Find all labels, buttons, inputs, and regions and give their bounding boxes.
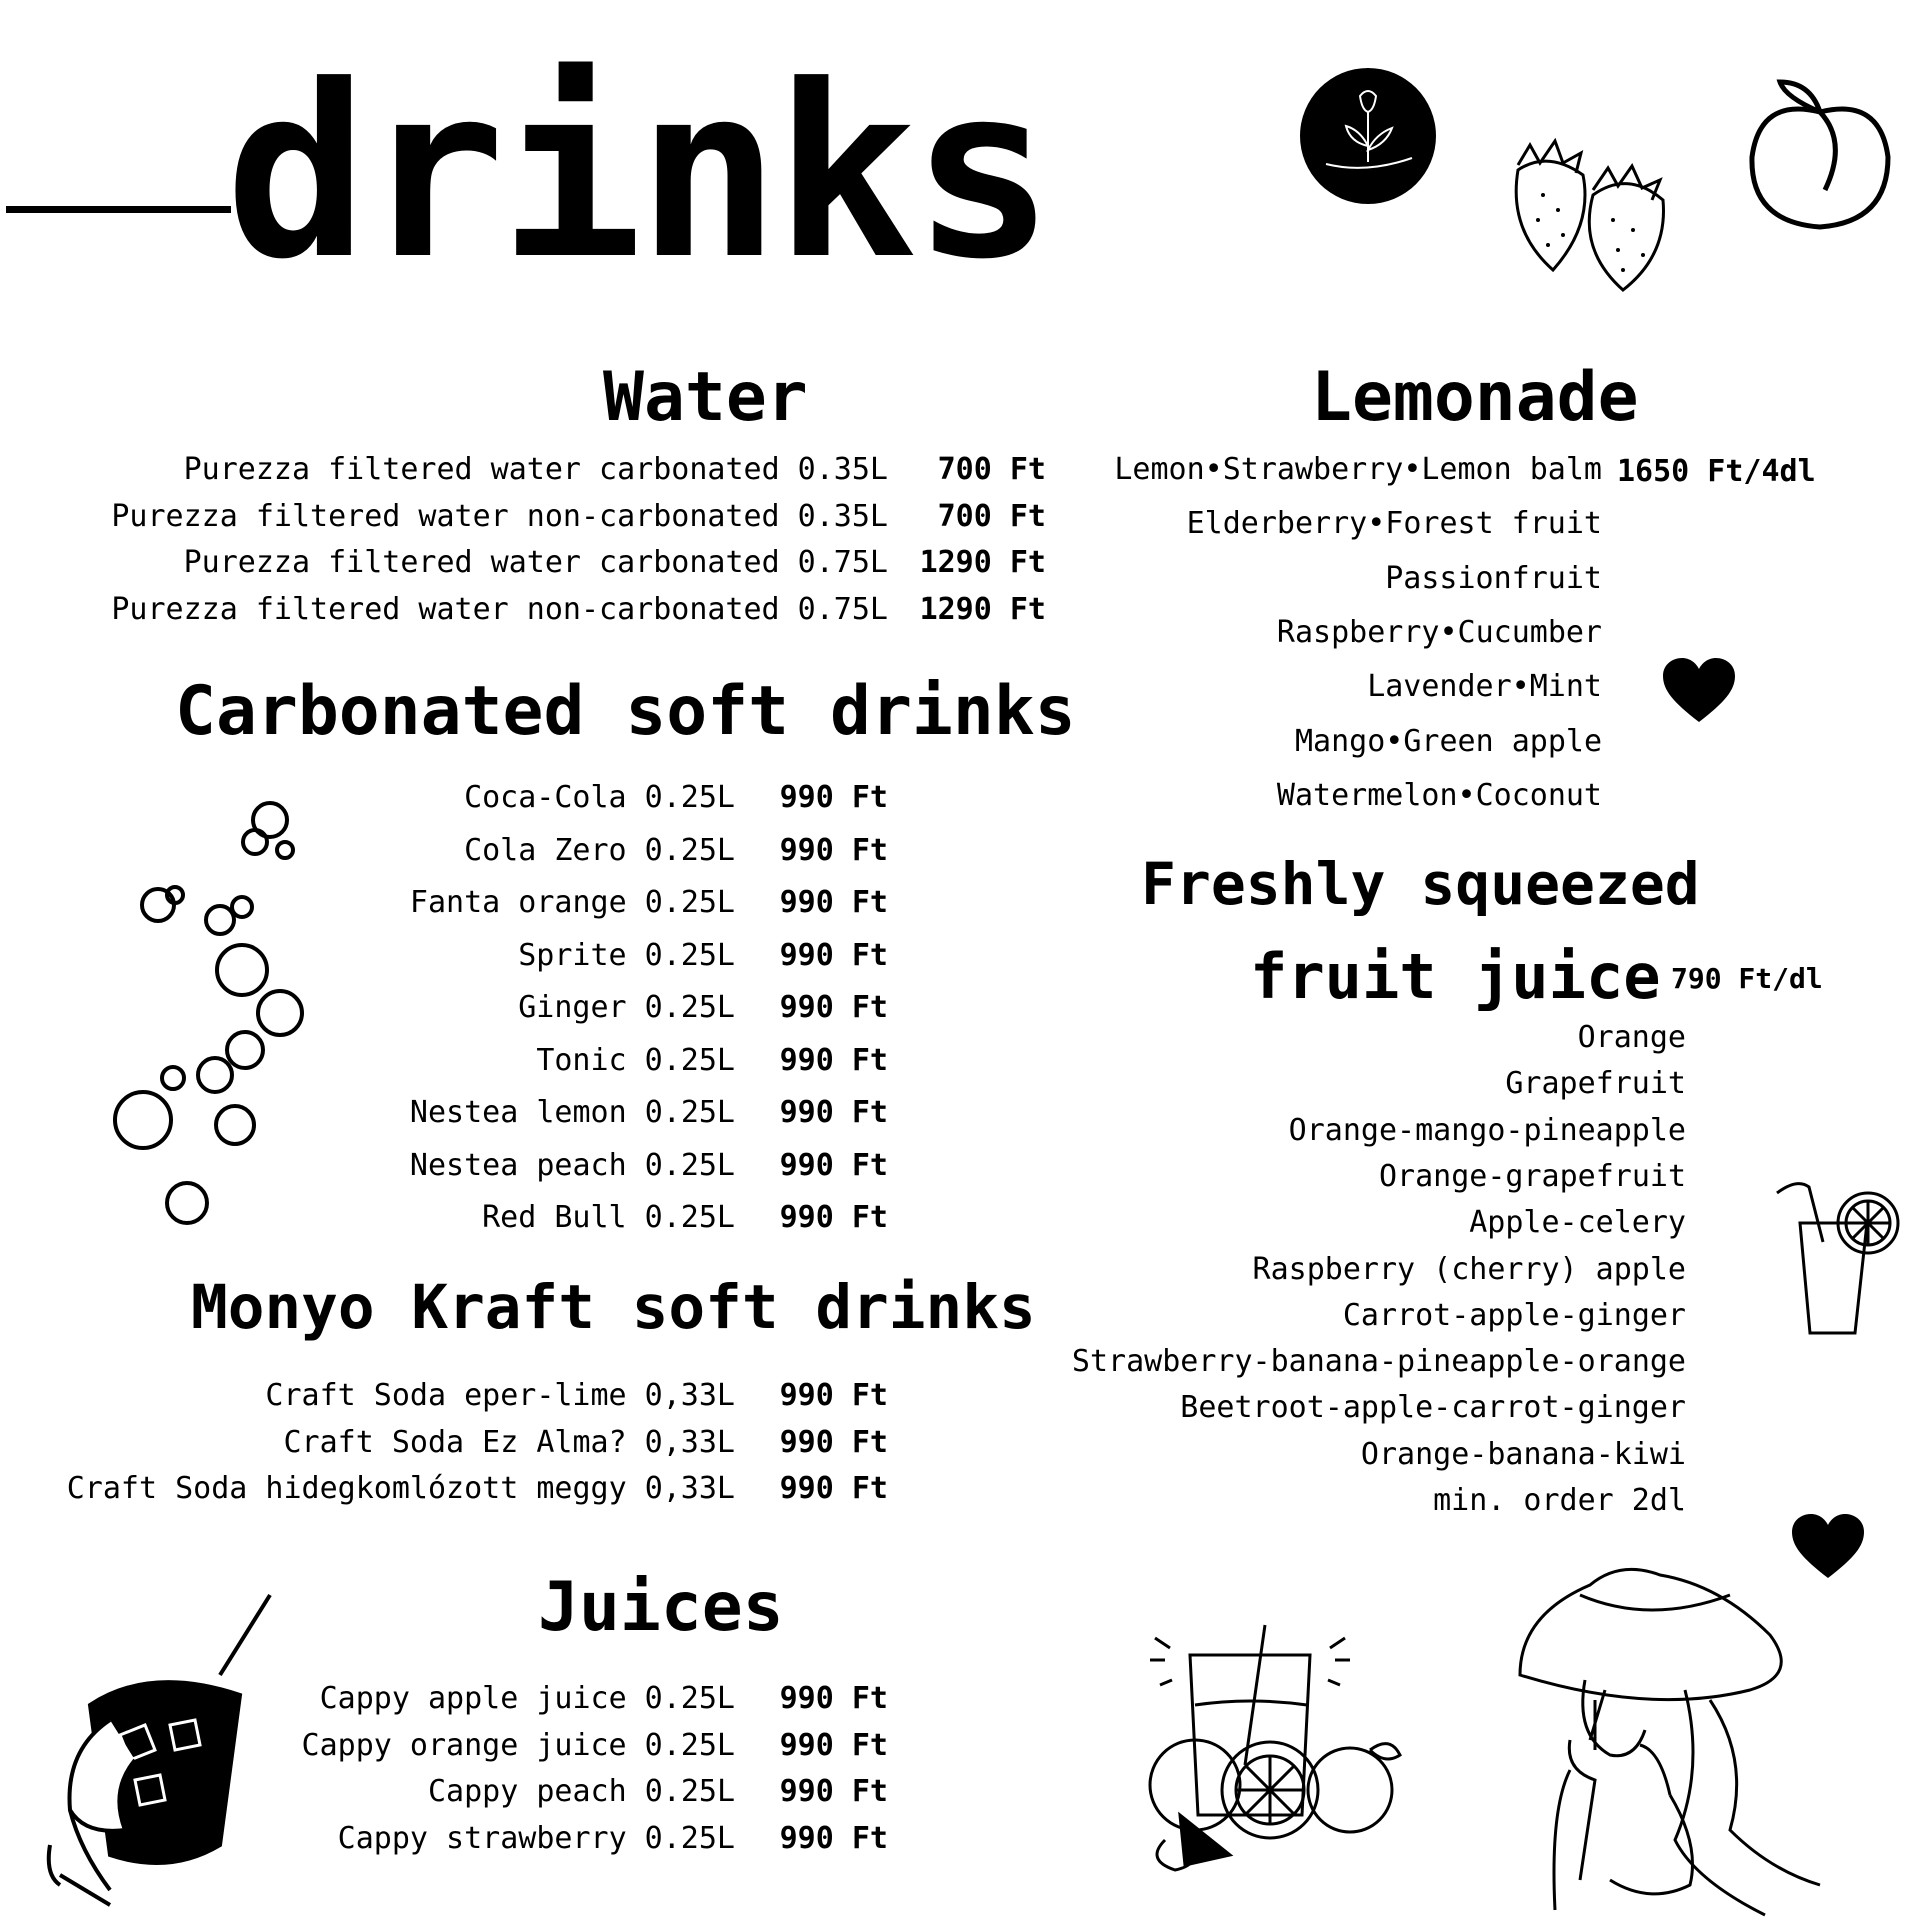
- fresh-item: Strawberry-banana-pineapple-orange: [1071, 1344, 1686, 1380]
- juices-item-name: Cappy orange juice 0.25L: [301, 1727, 735, 1763]
- fresh-price: 790 Ft/dl: [1671, 962, 1823, 995]
- fresh-item: Beetroot-apple-carrot-ginger: [1180, 1390, 1686, 1426]
- strawberries-icon: [1498, 135, 1683, 295]
- lemonade-item: Lavender•Mint: [1367, 669, 1602, 705]
- lemonade-item: Watermelon•Coconut: [1276, 777, 1602, 813]
- juices-heading: Juices: [538, 1568, 784, 1647]
- fresh-item: Orange-banana-kiwi: [1360, 1436, 1686, 1472]
- fresh-item: Raspberry (cherry) apple: [1252, 1251, 1686, 1287]
- carbonated-item-name: Red Bull 0.25L: [482, 1200, 735, 1235]
- carbonated-item-name: Coca-Cola 0.25L: [464, 780, 735, 815]
- carbonated-item-name: Sprite 0.25L: [518, 937, 735, 973]
- carbonated-item-price: 990 Ft: [779, 1147, 888, 1183]
- lemonade-heading: Lemonade: [1311, 358, 1639, 437]
- lemonade-item: Passionfruit: [1385, 560, 1602, 596]
- iced-drink-hand-icon: [40, 1585, 280, 1915]
- lemonade-item: Mango•Green apple: [1294, 723, 1602, 759]
- carbonated-item-name: Tonic 0.25L: [536, 1042, 735, 1078]
- water-item-name: Purezza filtered water carbonated 0.75L: [183, 545, 888, 580]
- tulip-logo-icon: [1298, 66, 1438, 206]
- carbonated-item-price: 990 Ft: [779, 990, 888, 1025]
- lemonade-item: Elderberry•Forest fruit: [1186, 506, 1602, 542]
- fresh-item: Orange: [1577, 1020, 1686, 1055]
- monyo-item-price: 990 Ft: [779, 1424, 888, 1460]
- carbonated-item-price: 990 Ft: [779, 780, 888, 815]
- juices-item-price: 990 Ft: [779, 1727, 888, 1763]
- monyo-item-price: 990 Ft: [779, 1471, 888, 1506]
- carbonated-item-name: Ginger 0.25L: [518, 990, 735, 1025]
- water-item-price: 1290 Ft: [919, 545, 1046, 580]
- page-title: drinks: [225, 35, 1049, 312]
- monyo-item-name: Craft Soda eper-lime 0,33L: [265, 1378, 735, 1413]
- water-item-price: 1290 Ft: [919, 591, 1046, 627]
- carbonated-item-price: 990 Ft: [779, 1042, 888, 1078]
- carbonated-item-name: Fanta orange 0.25L: [409, 885, 735, 920]
- juices-item-name: Cappy apple juice 0.25L: [319, 1681, 735, 1716]
- juices-item-price: 990 Ft: [779, 1820, 888, 1856]
- juices-item-price: 990 Ft: [779, 1681, 888, 1716]
- water-item-name: Purezza filtered water non-carbonated 0.35L: [111, 498, 888, 534]
- carbonated-item-name: Nestea lemon 0.25L: [409, 1095, 735, 1130]
- carbonated-heading: Carbonated soft drinks: [175, 672, 1076, 751]
- title-rule: [6, 206, 231, 213]
- fresh-item: Carrot-apple-ginger: [1342, 1297, 1686, 1333]
- lemonade-item: Lemon•Strawberry•Lemon balm: [1114, 452, 1602, 487]
- carbonated-item-price: 990 Ft: [779, 885, 888, 920]
- heart-icon: [1663, 658, 1735, 724]
- bubbles-icon: [100, 795, 310, 1235]
- woman-drinking-icon: [1510, 1560, 1840, 1920]
- orange-juice-icon: [1125, 1620, 1405, 1870]
- carbonated-item-name: Cola Zero 0.25L: [464, 832, 735, 868]
- juices-item-name: Cappy peach 0.25L: [427, 1774, 735, 1809]
- fresh-heading-line1: Freshly squeezed: [1141, 850, 1700, 918]
- monyo-item-name: Craft Soda Ez Alma? 0,33L: [283, 1424, 735, 1460]
- fresh-item: Apple-celery: [1469, 1205, 1686, 1241]
- water-item-name: Purezza filtered water carbonated 0.35L: [183, 452, 888, 487]
- lemonade-price: 1650 Ft/4dl: [1617, 454, 1816, 489]
- water-item-price: 700 Ft: [937, 498, 1046, 534]
- monyo-item-price: 990 Ft: [779, 1378, 888, 1413]
- water-heading: Water: [603, 358, 808, 437]
- fresh-item: Orange-mango-pineapple: [1288, 1112, 1686, 1148]
- carbonated-item-price: 990 Ft: [779, 832, 888, 868]
- peach-icon: [1745, 80, 1895, 230]
- juices-item-price: 990 Ft: [779, 1774, 888, 1809]
- fresh-item: min. order 2dl: [1433, 1483, 1686, 1518]
- lemonade-item: Raspberry•Cucumber: [1276, 614, 1602, 650]
- carbonated-item-name: Nestea peach 0.25L: [409, 1147, 735, 1183]
- fresh-item: Grapefruit: [1505, 1066, 1686, 1102]
- fresh-item: Orange-grapefruit: [1378, 1158, 1686, 1194]
- carbonated-item-price: 990 Ft: [779, 937, 888, 973]
- carbonated-item-price: 990 Ft: [779, 1095, 888, 1130]
- juices-item-name: Cappy strawberry 0.25L: [337, 1820, 735, 1856]
- carbonated-item-price: 990 Ft: [779, 1200, 888, 1235]
- water-item-price: 700 Ft: [937, 452, 1046, 487]
- water-item-name: Purezza filtered water non-carbonated 0.75L: [111, 591, 888, 627]
- fresh-heading-line2: fruit juice: [1250, 940, 1661, 1013]
- juice-glass-lemon-icon: [1775, 1178, 1905, 1338]
- monyo-heading: Monyo Kraft soft drinks: [191, 1272, 1036, 1343]
- monyo-item-name: Craft Soda hidegkomlózott meggy 0,33L: [66, 1471, 735, 1506]
